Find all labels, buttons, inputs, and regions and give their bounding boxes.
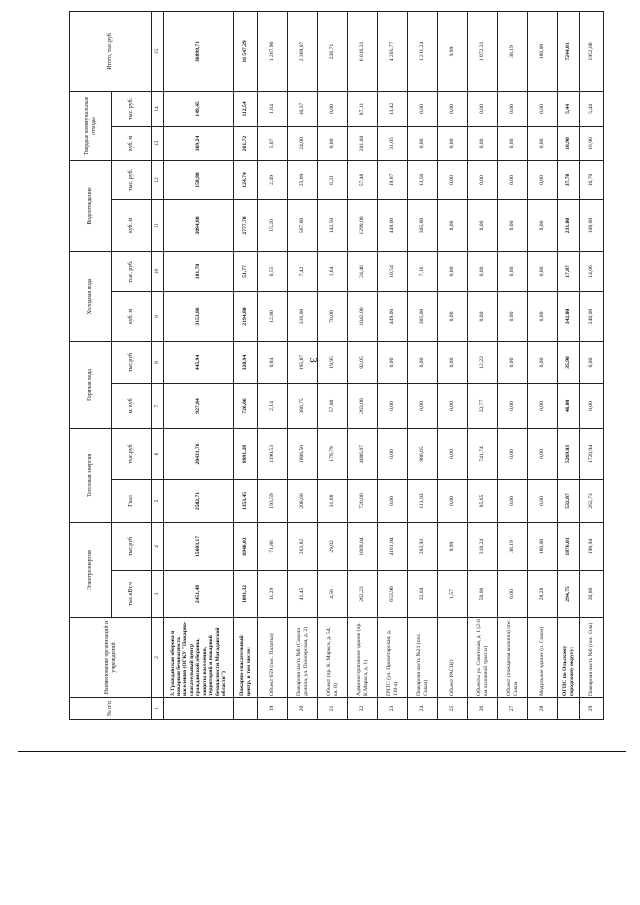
- table-cell: 0,00: [528, 383, 558, 428]
- table-cell: 262,23: [348, 571, 378, 618]
- table-cell: 9,99: [438, 11, 468, 91]
- table-cell: 1876,01: [558, 522, 580, 570]
- table-cell: 19,95: [318, 341, 348, 383]
- table-cell: 203,93: [408, 522, 438, 570]
- table-cell: 720,00: [348, 479, 378, 522]
- table-cell: 208,60: [288, 479, 318, 522]
- header-hot-water: Горячая вода: [70, 341, 112, 428]
- table-cell: 14,06: [580, 251, 604, 291]
- table-cell: 0,00: [528, 251, 558, 291]
- utilities-table: [69, 11, 604, 720]
- table-cell: Объекты ул. Советская, д. 1 (2-й км основной трассы): [468, 618, 498, 698]
- table-cell: 8: [152, 341, 164, 383]
- page-number: 3: [306, 357, 319, 363]
- header-name: Наименование организаций и учреждений: [70, 618, 152, 698]
- table-cell: 0,00: [498, 251, 528, 291]
- table-cell: 2: [152, 618, 164, 698]
- table-cell: 1720,94: [580, 428, 604, 479]
- table-cell: 158,80: [164, 160, 234, 199]
- table-cell: [164, 698, 234, 720]
- table-cell: 445,94: [164, 341, 234, 383]
- table-cell: 85,65: [468, 479, 498, 522]
- table-cell: 2777,70: [234, 199, 258, 251]
- table-cell: 7244,01: [558, 11, 580, 91]
- table-cell: 24,46: [348, 251, 378, 291]
- table-cell: 0,00: [498, 341, 528, 383]
- table-row: [408, 11, 438, 719]
- table-cell: 21: [318, 698, 348, 720]
- table-cell: 5269,03: [558, 428, 580, 479]
- table-cell: 0,00: [498, 428, 528, 479]
- table-cell: 0,00: [318, 91, 348, 126]
- table-cell: [558, 698, 580, 720]
- subheader-cell: куб. м: [112, 126, 152, 160]
- table-cell: 0,00: [580, 341, 604, 383]
- table-cell: 6: [152, 428, 164, 479]
- table-cell: 14: [152, 91, 164, 126]
- table-cell: Объект РАСЦО: [438, 618, 468, 698]
- table-cell: Пожарная часть №6 (пос. Ола): [580, 618, 604, 698]
- table-cell: 15603,17: [164, 522, 234, 570]
- table-cell: 449,00: [378, 291, 408, 341]
- table-cell: 1190,53: [258, 428, 288, 479]
- table-cell: 0,00: [528, 291, 558, 341]
- table-cell: 0,00: [438, 126, 468, 160]
- table-cell: 31,68: [318, 479, 348, 522]
- table-row: [318, 11, 348, 719]
- table-cell: 369,24: [164, 126, 234, 160]
- subheader-cell: тыс.руб: [112, 428, 152, 479]
- table-cell: 32,04: [408, 571, 438, 618]
- table-cell: 231,00: [558, 199, 580, 251]
- table-cell: 5: [152, 479, 164, 522]
- table-row: [468, 11, 498, 719]
- table-cell: 10,54: [378, 251, 408, 291]
- table-cell: 261,72: [234, 126, 258, 160]
- table-cell: 71,86: [258, 522, 288, 570]
- table-cell: 0,00: [438, 428, 468, 479]
- table-cell: 5,44: [580, 91, 604, 126]
- table-cell: 31,05: [378, 126, 408, 160]
- table-cell: 1,64: [258, 91, 288, 126]
- table-cell: 8991,28: [234, 428, 258, 479]
- table-cell: 0,00: [408, 126, 438, 160]
- table-cell: 6946,03: [234, 522, 258, 570]
- header-sewage: Водоотведение: [70, 160, 112, 251]
- table-cell: 653,90: [378, 571, 408, 618]
- table-cell: 179,79: [318, 428, 348, 479]
- subheader-cell: куб. м: [112, 291, 152, 341]
- table-cell: 6 016,21: [348, 11, 378, 91]
- table-cell: Пожарная часть №21 (пос. Сокол): [408, 618, 438, 698]
- table-cell: Объект (пожарная колонна) пос. Сокол: [498, 618, 528, 698]
- table-cell: 92,05: [348, 341, 378, 383]
- table-cell: 15,20: [258, 199, 288, 251]
- table-cell: 0,00: [438, 91, 468, 126]
- table-cell: 2,49: [258, 160, 288, 199]
- table-row: [288, 11, 318, 719]
- table-cell: 23: [378, 698, 408, 720]
- table-cell: 10,37: [288, 91, 318, 126]
- table-cell: 0,00: [528, 479, 558, 522]
- table-cell: 380,75: [288, 383, 318, 428]
- table-cell: 0,00: [528, 199, 558, 251]
- header-solid-waste: Твердые коммунальные отходы: [70, 91, 112, 160]
- header-num: № п/п: [70, 698, 152, 720]
- table-cell: 13,42: [378, 91, 408, 126]
- table-cell: 263,82: [288, 522, 318, 570]
- table-cell: 0,00: [468, 160, 498, 199]
- table-cell: 36899,71: [164, 11, 234, 91]
- table-cell: 124,74: [234, 160, 258, 199]
- table-cell: 190,94: [580, 522, 604, 570]
- table-cell: Административное здание (пр. К.Маркса, д. 1): [348, 618, 378, 698]
- table-cell: 195,87: [288, 341, 318, 383]
- table-cell: 12: [152, 160, 164, 199]
- table-cell: 4161,94: [378, 522, 408, 570]
- column-index-row: [152, 11, 164, 719]
- table-cell: 3. Гражданская оборона и пожарная безопасность населения (ОГКУ "Пожарно-спасательный центр гражданской обороны, защиты населения, территорий и пожарной безопасности Магаданской области"): [164, 618, 234, 698]
- header-total: Итого, тыс.руб: [70, 11, 152, 91]
- table-cell: 2194,80: [234, 291, 258, 341]
- table-cell: 24,00: [288, 126, 318, 160]
- table-cell: 193,59: [258, 479, 288, 522]
- table-cell: Пожарная часть №8 (Сокола долина, ул. Пионерская, д. 2): [288, 618, 318, 698]
- table-cell: 0,00: [498, 126, 528, 160]
- table-cell: 320,94: [234, 341, 258, 383]
- table-cell: 305,00: [408, 199, 438, 251]
- table-cell: 1 211,24: [408, 11, 438, 91]
- table-cell: 0,00: [408, 91, 438, 126]
- table-cell: 0,00: [468, 291, 498, 341]
- separator-line: [18, 751, 626, 752]
- table-cell: 0,00: [528, 428, 558, 479]
- table-cell: 1,57: [438, 571, 468, 618]
- subheader-cell: тыс.руб: [112, 341, 152, 383]
- table-cell: 10: [152, 251, 164, 291]
- table-cell: 16,90: [558, 126, 580, 160]
- table-cell: 28,28: [528, 571, 558, 618]
- table-cell: 0,00: [438, 383, 468, 428]
- rotated-page-content: [69, 12, 595, 720]
- table-cell: 7,16: [408, 251, 438, 291]
- table-cell: 57,00: [318, 383, 348, 428]
- table-cell: 4086,07: [348, 428, 378, 479]
- header-cold-water: Холодная вода: [70, 251, 112, 341]
- table-cell: 1091,32: [234, 571, 258, 618]
- table-cell: 262,73: [580, 479, 604, 522]
- table-cell: 5,07: [258, 126, 288, 160]
- table-cell: 25,09: [288, 160, 318, 199]
- table-cell: 2582,71: [164, 479, 234, 522]
- table-body: [152, 11, 604, 719]
- table-cell: 0,00: [580, 383, 604, 428]
- table-cell: 0,00: [468, 199, 498, 251]
- section-row: [164, 11, 234, 719]
- table-cell: 1: [152, 698, 164, 720]
- table-cell: 24: [408, 698, 438, 720]
- subsection-row: [234, 11, 258, 719]
- table-cell: 38,19: [498, 522, 528, 570]
- table-cell: 0,00: [378, 479, 408, 522]
- table-cell: 0,00: [438, 160, 468, 199]
- table-cell: 180,00: [528, 522, 558, 570]
- table-cell: 12,80: [258, 291, 288, 341]
- table-cell: 0,00: [528, 341, 558, 383]
- table-cell: 316,00: [288, 291, 318, 341]
- table-cell: 294,75: [558, 571, 580, 618]
- table-cell: 0,00: [438, 199, 468, 251]
- table-cell: 87,11: [348, 91, 378, 126]
- table-cell: 927,84: [164, 383, 234, 428]
- table-cell: 1806,50: [288, 428, 318, 479]
- table-cell: 70,00: [318, 291, 348, 341]
- table-cell: 342,00: [558, 291, 580, 341]
- table-cell: 23,77: [468, 383, 498, 428]
- header-electricity: Электроэнергия: [70, 522, 112, 617]
- subheader-cell: куб. м: [112, 199, 152, 251]
- table-cell: 180,00: [528, 11, 558, 91]
- table-cell: 0,55: [258, 251, 288, 291]
- table-cell: 30,00: [580, 571, 604, 618]
- table-cell: 0,00: [438, 291, 468, 341]
- table-row: [498, 11, 528, 719]
- table-cell: 101,70: [164, 251, 234, 291]
- table-cell: 25: [438, 698, 468, 720]
- table-cell: 4,56: [318, 571, 348, 618]
- table-cell: 0,00: [438, 479, 468, 522]
- table-cell: 532,07: [558, 479, 580, 522]
- table-cell: ОГПС по Ольскому городскому округу:: [558, 618, 580, 698]
- table-cell: 13,50: [408, 160, 438, 199]
- table-cell: 0,00: [408, 341, 438, 383]
- table-cell: 0,00: [498, 160, 528, 199]
- table-row: [348, 11, 378, 719]
- table-cell: 0,84: [258, 341, 288, 383]
- table-cell: 0,00: [468, 251, 498, 291]
- table-cell: 567,00: [288, 199, 318, 251]
- table-cell: 236,71: [318, 11, 348, 91]
- table-row: [438, 11, 468, 719]
- table-cell: 57,48: [348, 160, 378, 199]
- table-cell: 5,44: [558, 91, 580, 126]
- table-cell: 0,00: [528, 126, 558, 160]
- table-cell: 20: [288, 698, 318, 720]
- table-cell: 16 547,29: [234, 11, 258, 91]
- table-cell: 986,65: [408, 428, 438, 479]
- table-cell: 12,23: [468, 341, 498, 383]
- table-cell: 15: [152, 11, 164, 91]
- table-cell: 0,00: [498, 383, 528, 428]
- table-cell: 0,00: [378, 383, 408, 428]
- table-cell: 11: [152, 199, 164, 251]
- table-cell: 27: [498, 698, 528, 720]
- table-cell: 1 267,90: [258, 11, 288, 91]
- table-cell: 113,93: [408, 479, 438, 522]
- table-cell: Объект (пр. К. Маркса, д. 54, кв. 8): [318, 618, 348, 698]
- table-cell: 108,00: [580, 199, 604, 251]
- table-cell: 0,00: [378, 341, 408, 383]
- subheader-cell: Гкал: [112, 479, 152, 522]
- table-cell: 19,87: [378, 160, 408, 199]
- table-cell: 305,00: [408, 291, 438, 341]
- table-cell: 7: [152, 383, 164, 428]
- table-cell: 10,70: [580, 160, 604, 199]
- table-cell: 50,00: [468, 571, 498, 618]
- table-cell: Модульное здание (п. Сокол): [528, 618, 558, 698]
- header-heat: Тепловая энергия: [70, 428, 112, 522]
- table-row: [378, 11, 408, 719]
- table-cell: 38,19: [498, 11, 528, 91]
- table-cell: 0,00: [408, 383, 438, 428]
- table-cell: 1353,45: [234, 479, 258, 522]
- table-cell: 0,00: [468, 91, 498, 126]
- table-row: [528, 11, 558, 719]
- table-cell: [234, 698, 258, 720]
- table-cell: 3: [152, 571, 164, 618]
- table-cell: 1299,00: [348, 199, 378, 251]
- subheader-cell: тыс. руб.: [112, 251, 152, 291]
- table-cell: 6,00: [498, 571, 528, 618]
- table-cell: 11,29: [258, 571, 288, 618]
- table-cell: 449,00: [378, 199, 408, 251]
- table-cell: 29,02: [318, 522, 348, 570]
- table-cell: Объект 659 (пос. Палатка): [258, 618, 288, 698]
- table-cell: 1,64: [318, 251, 348, 291]
- table-cell: 28: [528, 698, 558, 720]
- table-cell: 2451,48: [164, 571, 234, 618]
- table-cell: 17,87: [558, 251, 580, 291]
- table-cell: 741,74: [468, 428, 498, 479]
- table-row: [258, 11, 288, 719]
- subsection-row: [558, 11, 580, 719]
- table-cell: 0,00: [498, 91, 528, 126]
- table-cell: 1669,04: [348, 522, 378, 570]
- table-cell: 13: [152, 126, 164, 160]
- table-cell: 6,31: [318, 160, 348, 199]
- table-cell: 142,50: [318, 199, 348, 251]
- table-cell: 0,00: [438, 251, 468, 291]
- table-cell: 0,00: [498, 199, 528, 251]
- table-cell: ПЧТС (ул. Пролетарская, д. 110-а): [378, 618, 408, 698]
- rotated-table-area: [69, 12, 595, 720]
- table-cell: 19: [258, 698, 288, 720]
- table-cell: 41,45: [288, 571, 318, 618]
- table-cell: 20431,76: [164, 428, 234, 479]
- table-cell: 201,60: [348, 126, 378, 160]
- table-cell: 0,00: [528, 160, 558, 199]
- subheader-row: [112, 11, 152, 719]
- subheader-cell: тыс. руб.: [112, 91, 152, 126]
- subheader-cell: тыс.кВт.ч: [112, 571, 152, 618]
- subheader-cell: тыс. руб.: [112, 160, 152, 199]
- table-cell: 26: [468, 698, 498, 720]
- table-cell: 37,78: [558, 160, 580, 199]
- table-cell: 112,54: [234, 91, 258, 126]
- header-row: [70, 11, 112, 719]
- table-cell: 2 309,07: [288, 11, 318, 91]
- table-cell: 1952,08: [580, 11, 604, 91]
- table-cell: 0,00: [378, 428, 408, 479]
- table-cell: 46,00: [558, 383, 580, 428]
- subheader-cell: тыс.руб: [112, 522, 152, 570]
- table-cell: 0,00: [468, 126, 498, 160]
- table-cell: 0,00: [438, 341, 468, 383]
- table-row: [580, 11, 604, 719]
- table-cell: 3094,80: [164, 199, 234, 251]
- table-cell: 2,14: [258, 383, 288, 428]
- table-cell: 1042,00: [348, 291, 378, 341]
- table-cell: 29: [580, 698, 604, 720]
- table-cell: 149,45: [164, 91, 234, 126]
- table-cell: 0,00: [318, 126, 348, 160]
- table-cell: 0,00: [498, 291, 528, 341]
- table-cell: 35,90: [558, 341, 580, 383]
- table-cell: 0,00: [498, 479, 528, 522]
- table-cell: 51,77: [234, 251, 258, 291]
- table-cell: 9,99: [438, 522, 468, 570]
- table-cell: 240,00: [580, 291, 604, 341]
- table-cell: 22: [348, 698, 378, 720]
- table-cell: 318,24: [468, 522, 498, 570]
- table-cell: 16,90: [580, 126, 604, 160]
- table-cell: 4: [152, 522, 164, 570]
- table-cell: 726,66: [234, 383, 258, 428]
- table-cell: Пожарно-спасательный центр, в том числе:: [234, 618, 258, 698]
- table-cell: 9: [152, 291, 164, 341]
- subheader-cell: м. куб: [112, 383, 152, 428]
- table-cell: 3153,86: [164, 291, 234, 341]
- table-cell: 7,42: [288, 251, 318, 291]
- table-cell: 263,00: [348, 383, 378, 428]
- table-cell: 0,00: [528, 91, 558, 126]
- table-cell: 1 072,21: [468, 11, 498, 91]
- table-cell: 4 205,77: [378, 11, 408, 91]
